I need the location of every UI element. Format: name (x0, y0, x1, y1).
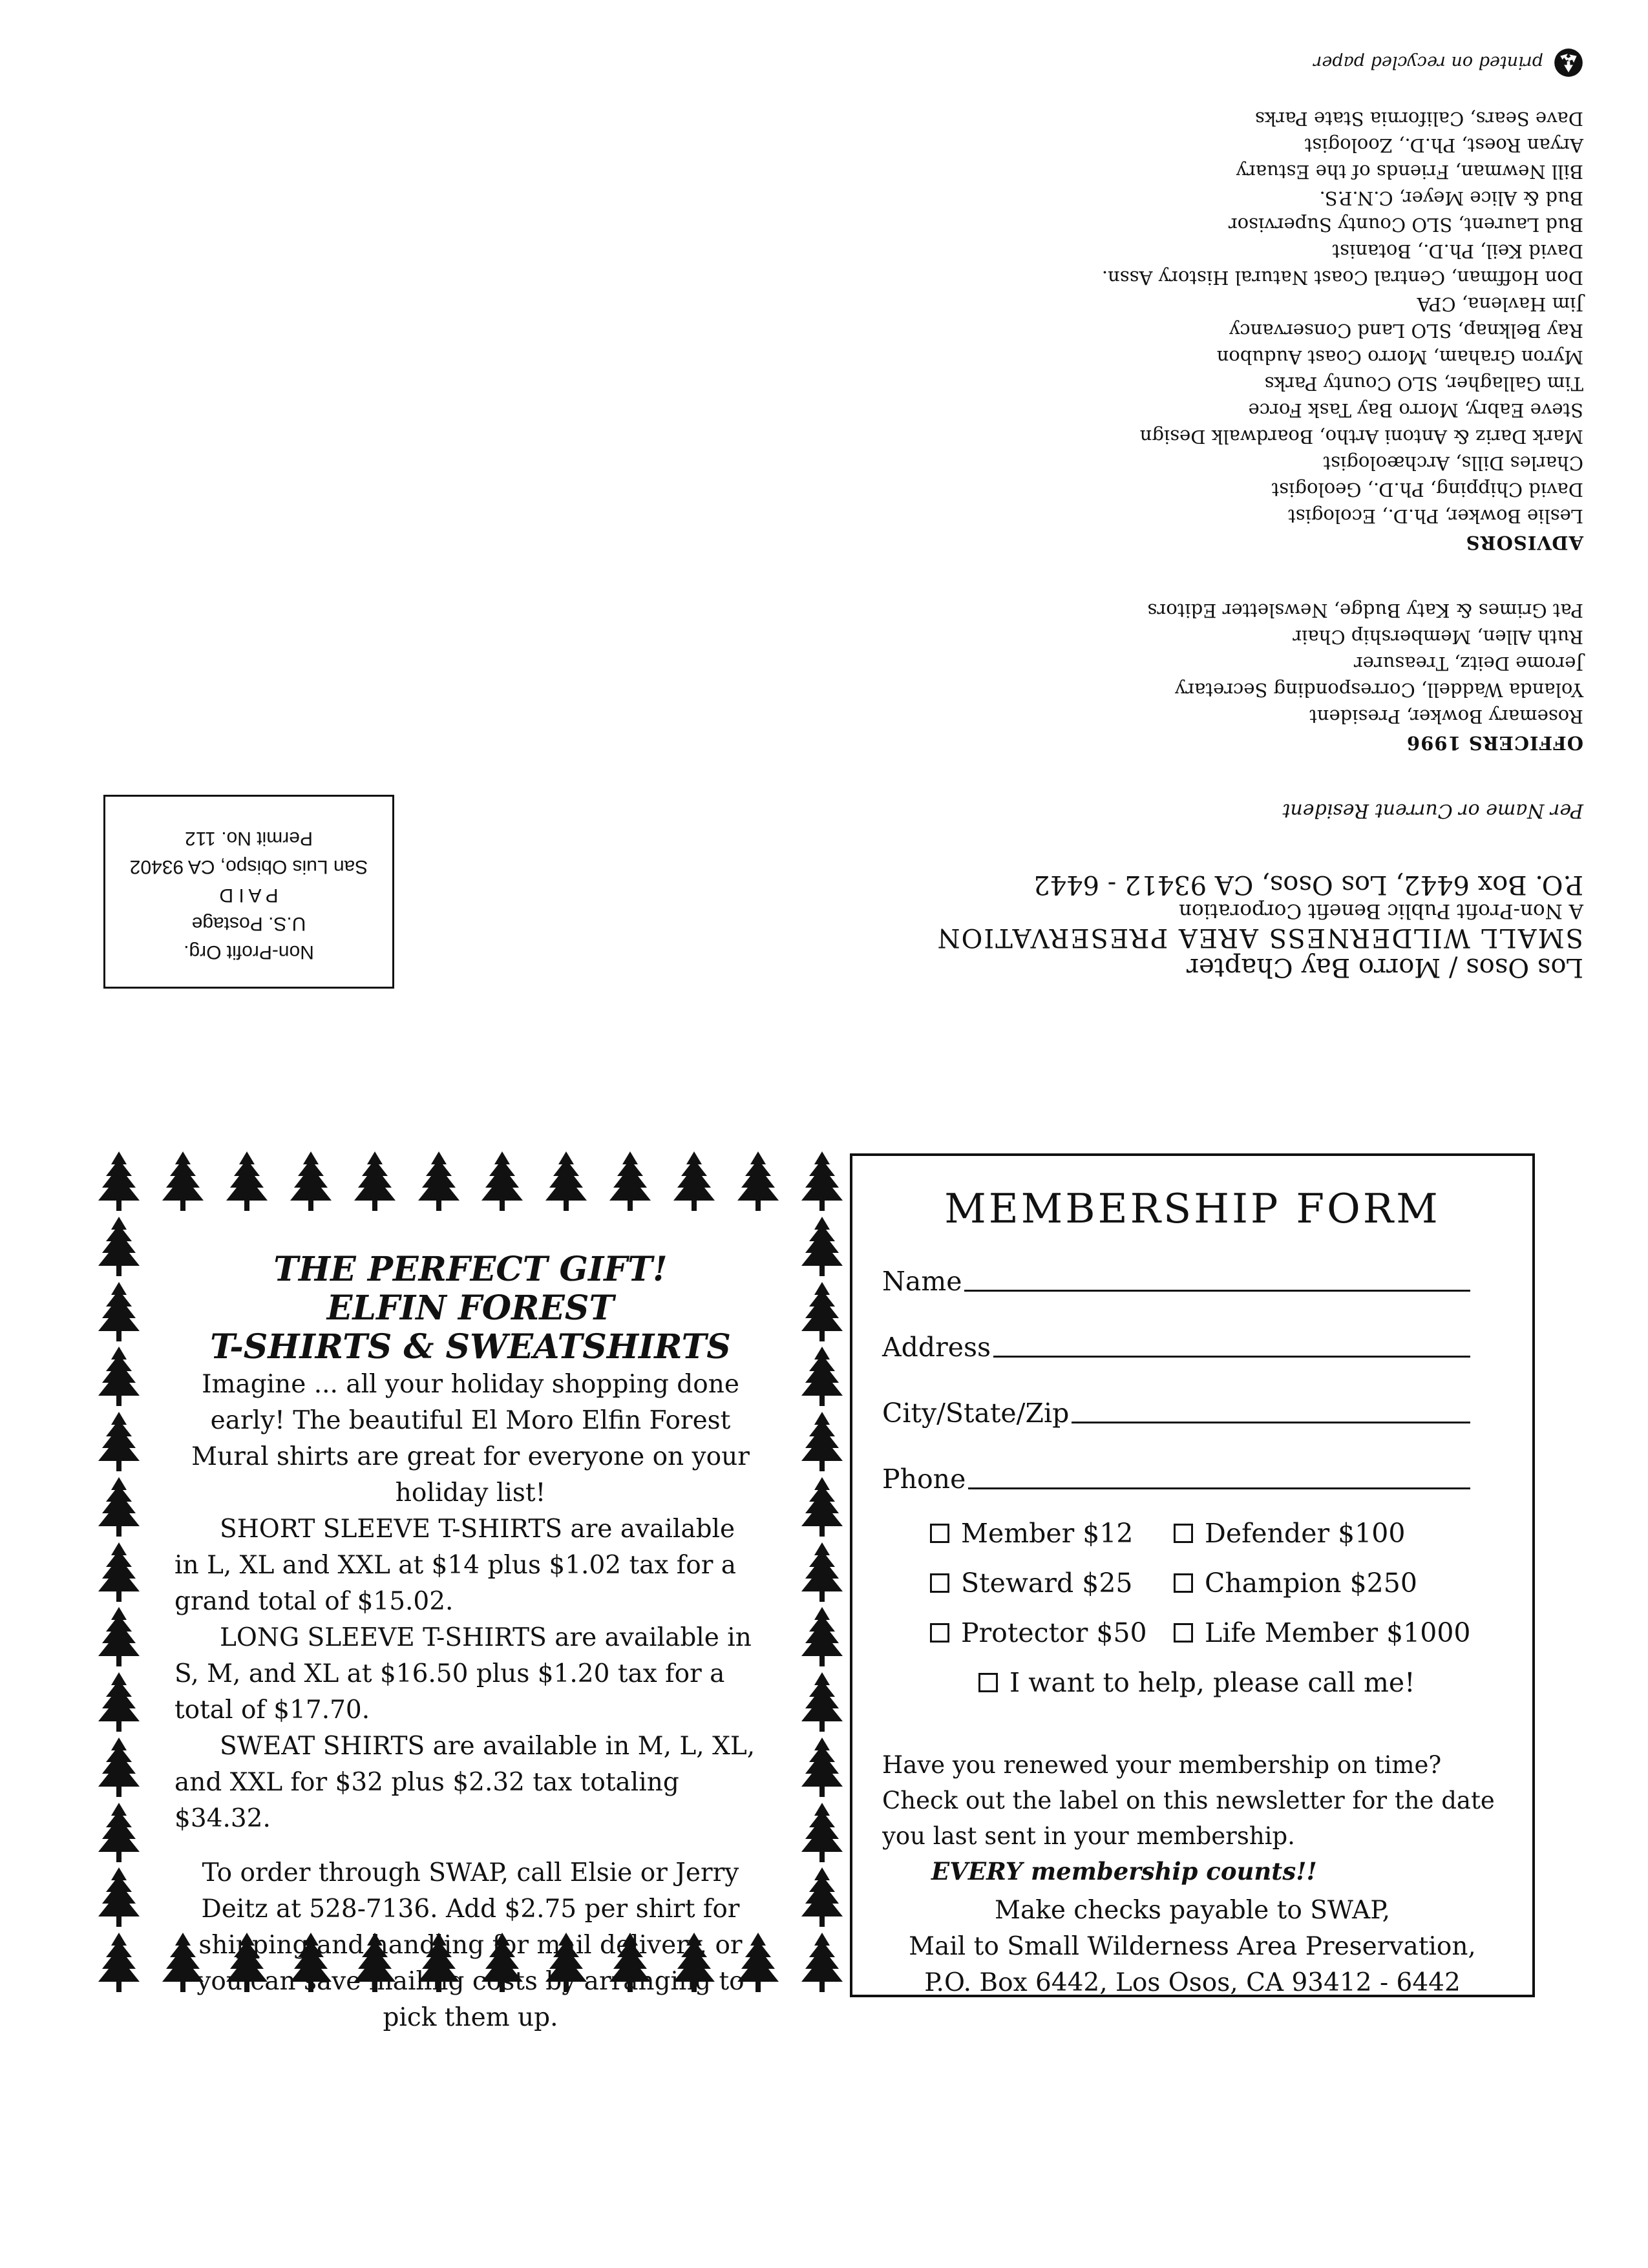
tree-icon (224, 1150, 270, 1212)
membership-form (850, 1153, 1535, 1997)
tree-icon (96, 1150, 142, 1212)
tshirt-ad (96, 1150, 845, 2032)
checkbox-icon[interactable] (1174, 1524, 1193, 1543)
every-membership-counts: EVERY membership counts!! (931, 1857, 1317, 1885)
tree-icon (799, 1411, 845, 1473)
tree-icon (799, 1801, 845, 1864)
advisors-heading: ADVISORS (1465, 532, 1583, 554)
tree-icon (799, 1215, 845, 1277)
tree-icon (735, 1150, 781, 1212)
city-state-zip-line[interactable] (1072, 1422, 1470, 1423)
tree-icon (96, 1411, 142, 1473)
phone-label: Phone (882, 1464, 966, 1495)
option-label: I want to help, please call me! (1009, 1667, 1415, 1698)
indicia-line: San Luis Obispo, CA 93402 (129, 856, 368, 877)
tree-icon (96, 1671, 142, 1733)
advisor-item: Don Hoffman, Central Coast Natural History Assn. (1101, 267, 1583, 289)
tree-icon (799, 1931, 845, 1993)
sweatshirt-text (174, 1728, 766, 1837)
mail-address: P.O. Box 6442, Los Osos, CA 93412 - 6442 (924, 1968, 1461, 1997)
option-label: Life Member $1000 (1205, 1617, 1471, 1648)
officer-item: Ruth Allen, Membership Chair (1293, 626, 1583, 648)
option-label: Protector $50 (961, 1617, 1147, 1648)
option-label: Champion $250 (1205, 1568, 1417, 1599)
officers-list (821, 597, 1583, 756)
city-state-zip-field[interactable] (882, 1398, 1470, 1429)
phone-line[interactable] (968, 1487, 1470, 1489)
advisor-item: Steve Eabry, Morro Bay Task Force (1248, 399, 1583, 421)
short-sleeve-copy: SHORT SLEEVE T-SHIRTS are available in L, XL and XXL at $14 plus $1.02 tax for a grand total of $15.02. (174, 1515, 736, 1616)
indicia-line: U.S. Postage (191, 913, 306, 934)
tree-icon (96, 1801, 142, 1864)
checkbox-icon[interactable] (1174, 1573, 1193, 1593)
tree-icon (96, 1476, 142, 1538)
advisors-list (821, 105, 1583, 556)
name-line[interactable] (964, 1290, 1470, 1292)
advisor-item: Bill Newman, Friends of the Estuary (1236, 161, 1583, 183)
mailer-panel (0, 0, 1648, 1047)
tree-icon (96, 1281, 142, 1343)
long-sleeve-text (174, 1620, 766, 1728)
tree-icon (160, 1150, 206, 1212)
address-line[interactable] (993, 1356, 1470, 1358)
org-name: SMALL WILDERNESS AREA PRESERVATION (936, 923, 1583, 952)
address-field[interactable] (882, 1332, 1470, 1363)
advisor-item: Charles Dills, Archæologist (1323, 452, 1583, 474)
phone-field[interactable] (882, 1464, 1470, 1495)
long-sleeve-copy: LONG SLEEVE T-SHIRTS are available in S, M, and XL at $16.50 plus $1.20 tax for a total of $17.70. (174, 1623, 752, 1725)
advisor-item: Jim Havlena, CPA (1417, 293, 1583, 315)
renew-note: Have you renewed your membership on time? Check out the label on this newsletter for the date you last sent in your membership. (882, 1751, 1495, 1850)
checkbox-icon[interactable] (930, 1623, 949, 1643)
tree-icon (607, 1150, 653, 1212)
tree-icon (96, 1541, 142, 1603)
option-label: Defender $100 (1205, 1518, 1406, 1549)
advisor-item: Bud Laurent, SLO County Supervisor (1228, 214, 1583, 236)
ad-title-line: T-SHIRTS & SWEATSHIRTS (210, 1327, 731, 1367)
return-address (936, 870, 1583, 982)
advisor-item: Tim Gallagher, SLO County Parks (1264, 373, 1583, 395)
order-info: To order through SWAP, call Elsie or Jerry Deitz at 528-7136. Add $2.75 per shirt for shipping and handling for mail delivery, or you can save mailing costs by arranging to pick them up. (196, 1858, 745, 2032)
advisor-item: David Chipping, Ph.D., Geologist (1271, 479, 1583, 501)
indicia-line: Non-Profit Org. (184, 941, 314, 963)
advisor-item: Myron Graham, Morro Coast Audubon (1216, 346, 1583, 368)
addressee-line: Per Name or Current Resident (1282, 799, 1583, 822)
advisor-item: Aryan Roest, Ph.D., Zoologist (1304, 134, 1583, 156)
short-sleeve-text (174, 1511, 766, 1620)
checkbox-icon[interactable] (930, 1524, 949, 1543)
advisor-item: Dave Sears, California State Parks (1254, 108, 1583, 130)
ad-content (174, 1250, 766, 2036)
option-protector[interactable] (930, 1617, 1147, 1648)
ad-title-line: ELFIN FOREST (326, 1288, 615, 1328)
option-label: Steward $25 (961, 1568, 1133, 1599)
indicia-line: Permit No. 112 (185, 828, 313, 849)
officer-item: Pat Grimes & Katy Budge, Newsletter Editors (1147, 600, 1583, 622)
advisor-item: Leslie Bowker, Ph.D., Ecologist (1288, 505, 1583, 527)
indicia-line: P A I D (219, 885, 279, 906)
address-label: Address (882, 1332, 991, 1363)
tree-icon (96, 1866, 142, 1928)
checkbox-icon[interactable] (978, 1673, 998, 1692)
tree-icon (479, 1150, 525, 1212)
form-title: MEMBERSHIP FORM (944, 1185, 1441, 1232)
advisor-item: David Keil, Ph.D., Botanist (1332, 240, 1583, 262)
officer-item: Jerome Deitz, Treasurer (1353, 653, 1583, 675)
mail-to: Mail to Small Wilderness Area Preservation, (909, 1932, 1476, 1961)
sweatshirt-copy: SWEAT SHIRTS are available in M, L, XL, and XXL for $32 plus $2.32 tax totaling $34.32. (174, 1732, 755, 1833)
option-help[interactable] (978, 1667, 1415, 1698)
tree-icon (96, 1215, 142, 1277)
city-state-zip-label: City/State/Zip (882, 1398, 1070, 1429)
tree-icon (352, 1150, 398, 1212)
advisor-item: Ray Belknap, SLO Land Conservancy (1229, 320, 1583, 342)
tree-icon (96, 1736, 142, 1798)
name-label: Name (882, 1266, 962, 1297)
option-steward[interactable] (930, 1568, 1133, 1599)
tree-icon (799, 1345, 845, 1407)
chapter-name: Los Osos / Morro Bay Chapter (1186, 952, 1583, 982)
ad-title-line: THE PERFECT GIFT! (273, 1250, 668, 1289)
option-defender[interactable] (1174, 1518, 1405, 1549)
ad-intro: Imagine ... all your holiday shopping done early! The beautiful El Moro Elfin Forest Mural shirts are great for everyone on your holiday list! (191, 1370, 750, 1507)
org-address: P.O. Box 6442, Los Osos, CA 93412 - 6442 (1033, 870, 1583, 899)
option-label: Member $12 (961, 1518, 1134, 1549)
officer-item: Rosemary Bowker, President (1309, 706, 1583, 728)
org-type: A Non-Profit Public Benefit Corporation (1179, 899, 1583, 923)
option-champion[interactable] (1174, 1568, 1417, 1599)
tree-icon (799, 1476, 845, 1538)
tree-icon (799, 1606, 845, 1668)
advisor-item: Mark Dariz & Antoni Artho, Boardwalk Design (1139, 426, 1583, 448)
checks-payable: Make checks payable to SWAP, (995, 1896, 1390, 1925)
checkbox-icon[interactable] (1174, 1623, 1193, 1643)
tree-icon (416, 1150, 462, 1212)
tree-icon (799, 1671, 845, 1733)
tree-icon (96, 1345, 142, 1407)
recycle-icon (1554, 48, 1583, 78)
option-member[interactable] (930, 1518, 1134, 1549)
tree-icon (799, 1541, 845, 1603)
tree-icon (96, 1606, 142, 1668)
recycled-note (1313, 48, 1583, 78)
advisor-item: Bud & Alice Meyer, C.N.P.S. (1319, 187, 1583, 209)
officers-heading: OFFICERS 1996 (1406, 732, 1583, 754)
option-life-member[interactable] (1174, 1617, 1471, 1648)
tree-icon (799, 1150, 845, 1212)
tree-icon (799, 1866, 845, 1928)
officer-item: Yolanda Waddell, Corresponding Secretary (1174, 679, 1583, 701)
tree-icon (799, 1281, 845, 1343)
name-field[interactable] (882, 1266, 1470, 1297)
tree-icon (543, 1150, 589, 1212)
checkbox-icon[interactable] (930, 1573, 949, 1593)
postage-indicia (103, 795, 394, 989)
recycled-text: printed on recycled paper (1313, 52, 1543, 73)
tree-icon (96, 1931, 142, 1993)
tree-icon (671, 1150, 717, 1212)
tree-icon (288, 1150, 334, 1212)
tree-icon (799, 1736, 845, 1798)
